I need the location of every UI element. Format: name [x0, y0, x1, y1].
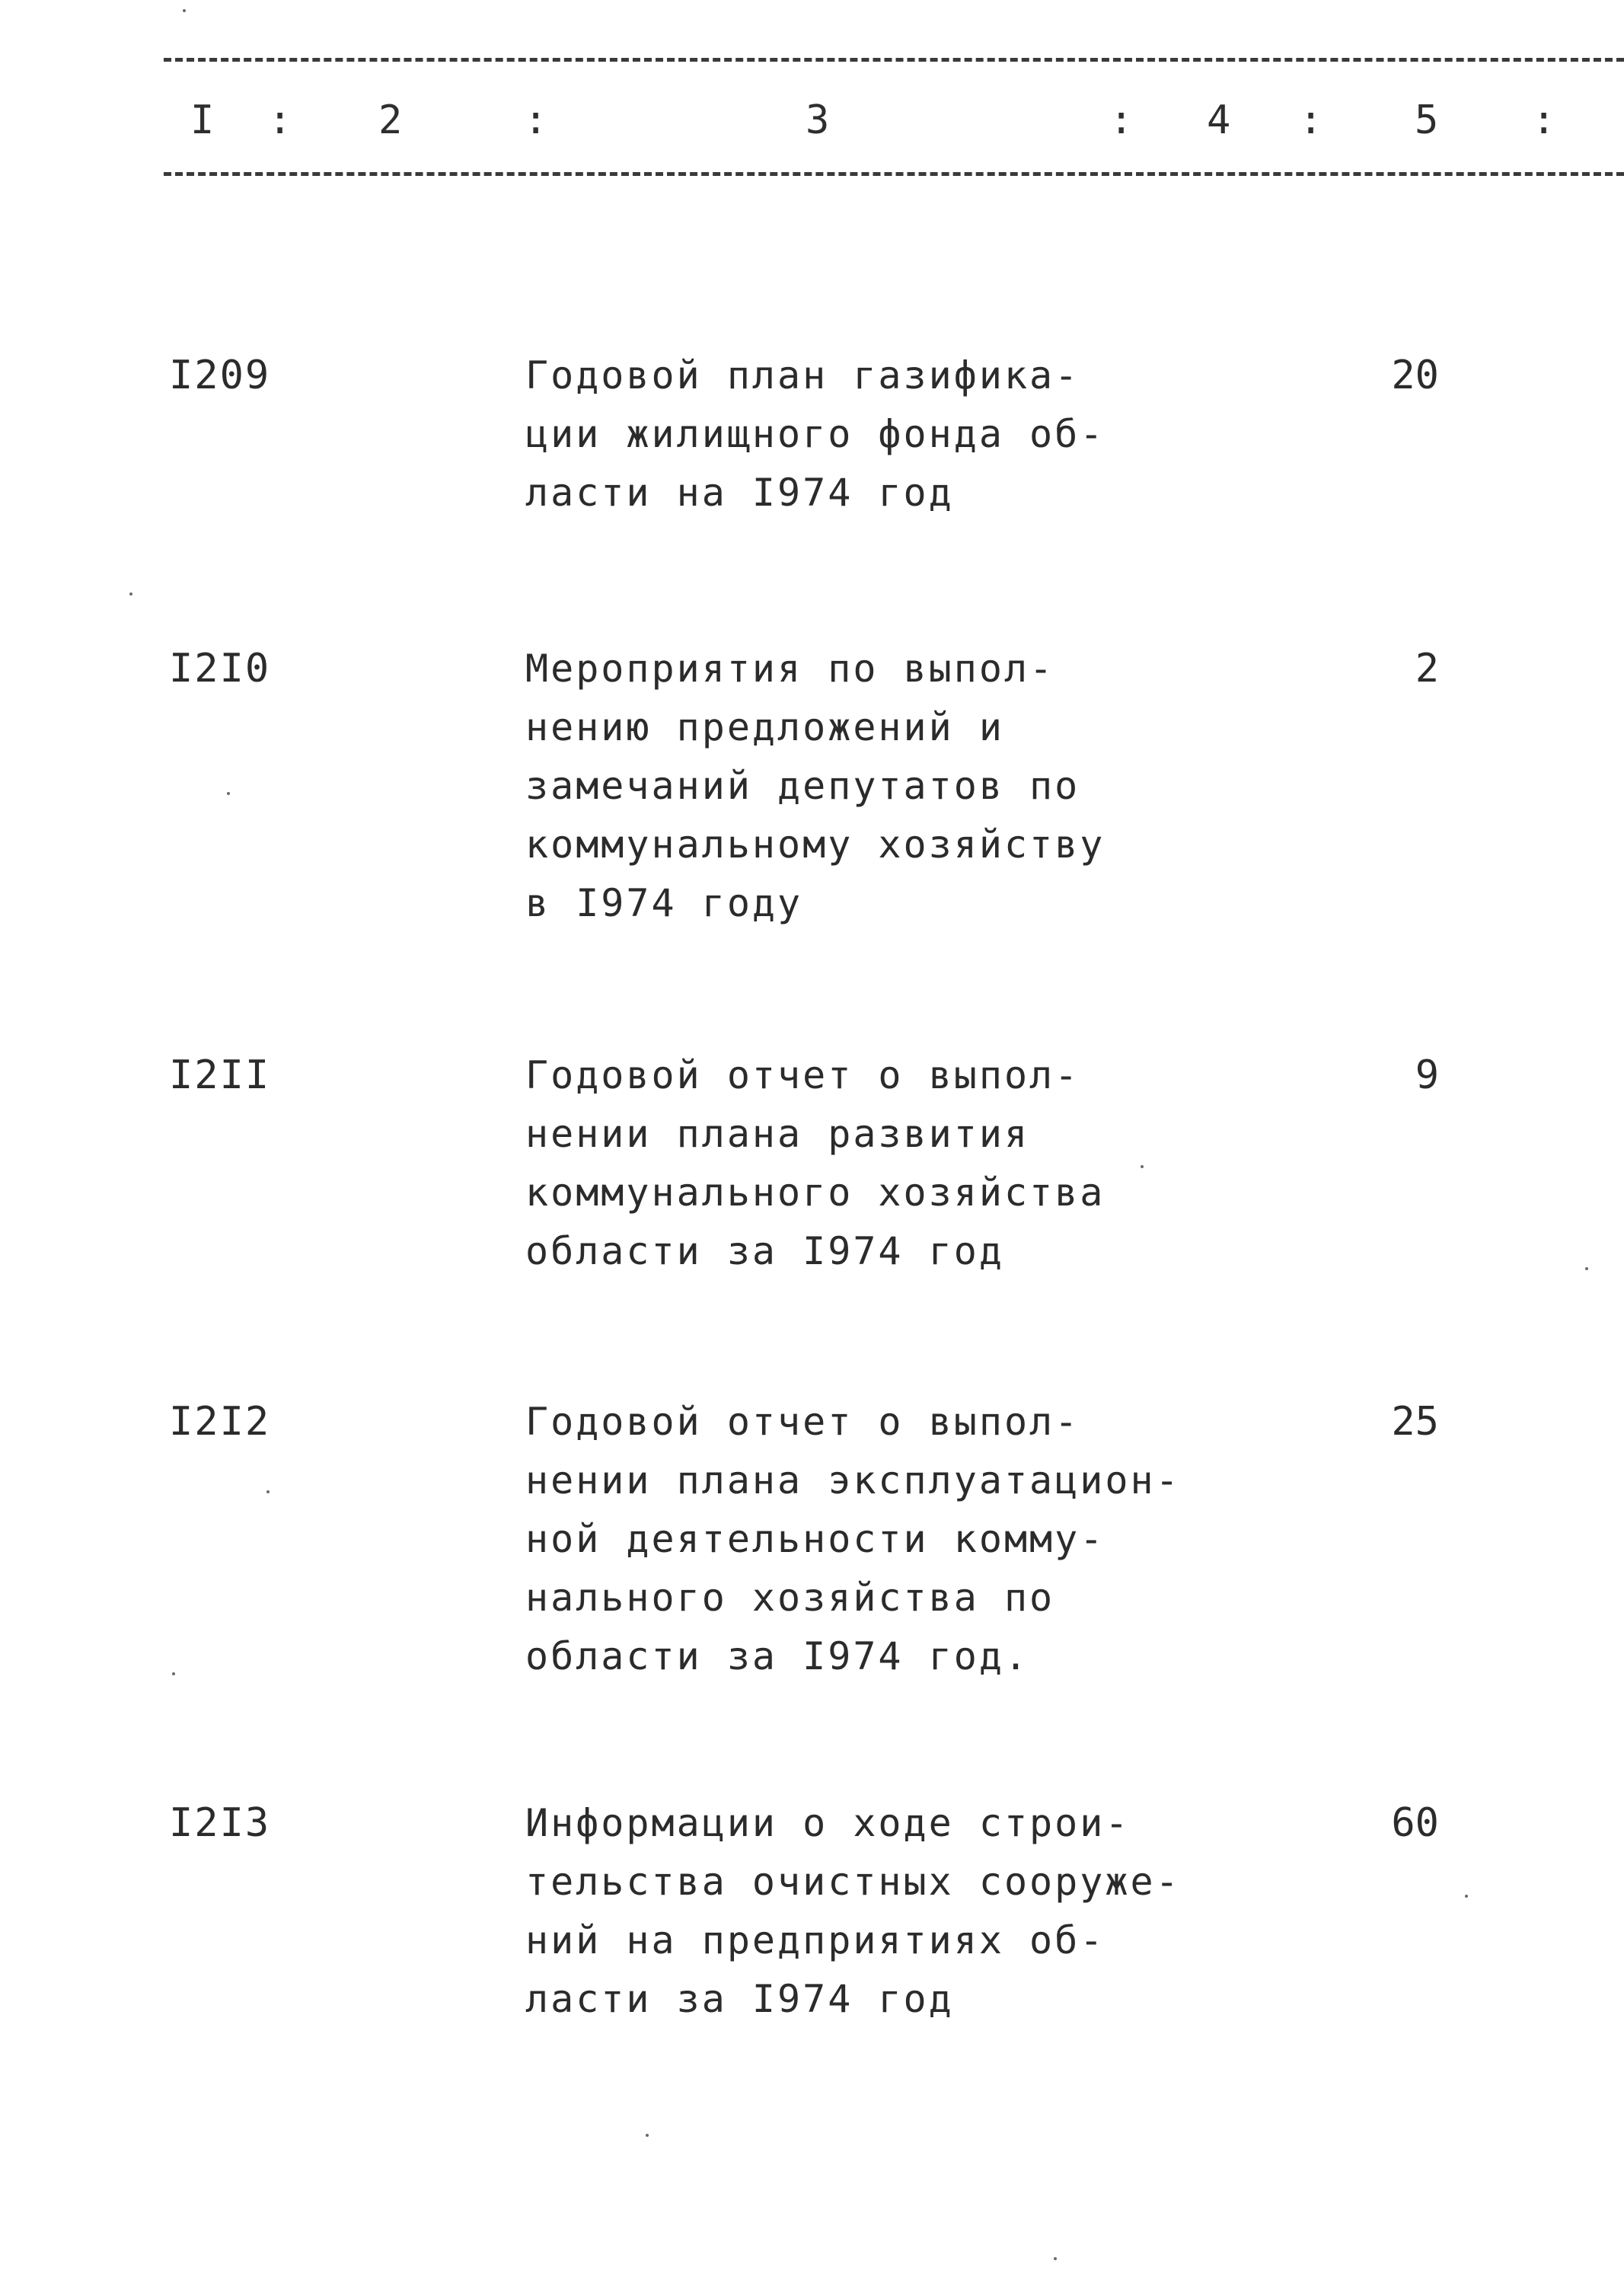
column-separator: :	[1299, 97, 1323, 143]
record-title: Годовой план газифика- ции жилищного фонда об- ласти на I974 год	[525, 353, 1106, 515]
header-top-rule	[164, 58, 1624, 62]
header-bottom-rule	[164, 172, 1624, 176]
scan-speck	[1465, 1895, 1468, 1898]
column-header-5: 5	[1415, 97, 1439, 143]
record-number: I209	[169, 353, 271, 398]
column-header-2: 2	[378, 97, 403, 143]
scan-speck	[129, 592, 132, 596]
scan-speck	[183, 9, 186, 12]
scan-speck	[1585, 1267, 1588, 1270]
record-page-count: 20	[1391, 353, 1439, 398]
column-separator: :	[524, 97, 548, 143]
record-title: Мероприятия по выпол- нению предложений и замечаний депутатов по коммунальному хозяйству в I974 году	[525, 647, 1106, 925]
column-separator: :	[1109, 97, 1134, 143]
scan-speck	[646, 2134, 649, 2137]
record-page-count: 25	[1391, 1399, 1439, 1445]
scan-speck	[1141, 1165, 1144, 1168]
record-title: Информации о ходе строи- тельства очистных сооруже- ний на предприятиях об- ласти за I974 год	[525, 1801, 1181, 2021]
record-number: I2I0	[169, 646, 271, 691]
record-page-count: 2	[1415, 646, 1439, 691]
column-header-4: 4	[1207, 97, 1231, 143]
record-title: Годовой отчет о выпол- нении плана эксплуатацион- ной деятельности комму- нального хозяйства по области за I974 год.	[525, 1400, 1181, 1678]
column-header-3: 3	[806, 97, 830, 143]
record-page-count: 9	[1415, 1052, 1439, 1098]
scan-speck	[266, 1490, 270, 1493]
scan-speck	[227, 792, 230, 795]
scan-speck	[172, 1672, 175, 1675]
record-number: I2I2	[169, 1399, 271, 1445]
record-number: I2II	[169, 1052, 271, 1098]
scan-speck	[1054, 2257, 1057, 2260]
column-header-1: I	[190, 97, 215, 143]
record-page-count: 60	[1391, 1800, 1439, 1846]
record-title: Годовой отчет о выпол- нении плана развития коммунального хозяйства области за I974 год	[525, 1053, 1106, 1273]
column-separator: :	[1532, 97, 1556, 143]
record-number: I2I3	[169, 1800, 271, 1846]
column-separator: :	[268, 97, 292, 143]
